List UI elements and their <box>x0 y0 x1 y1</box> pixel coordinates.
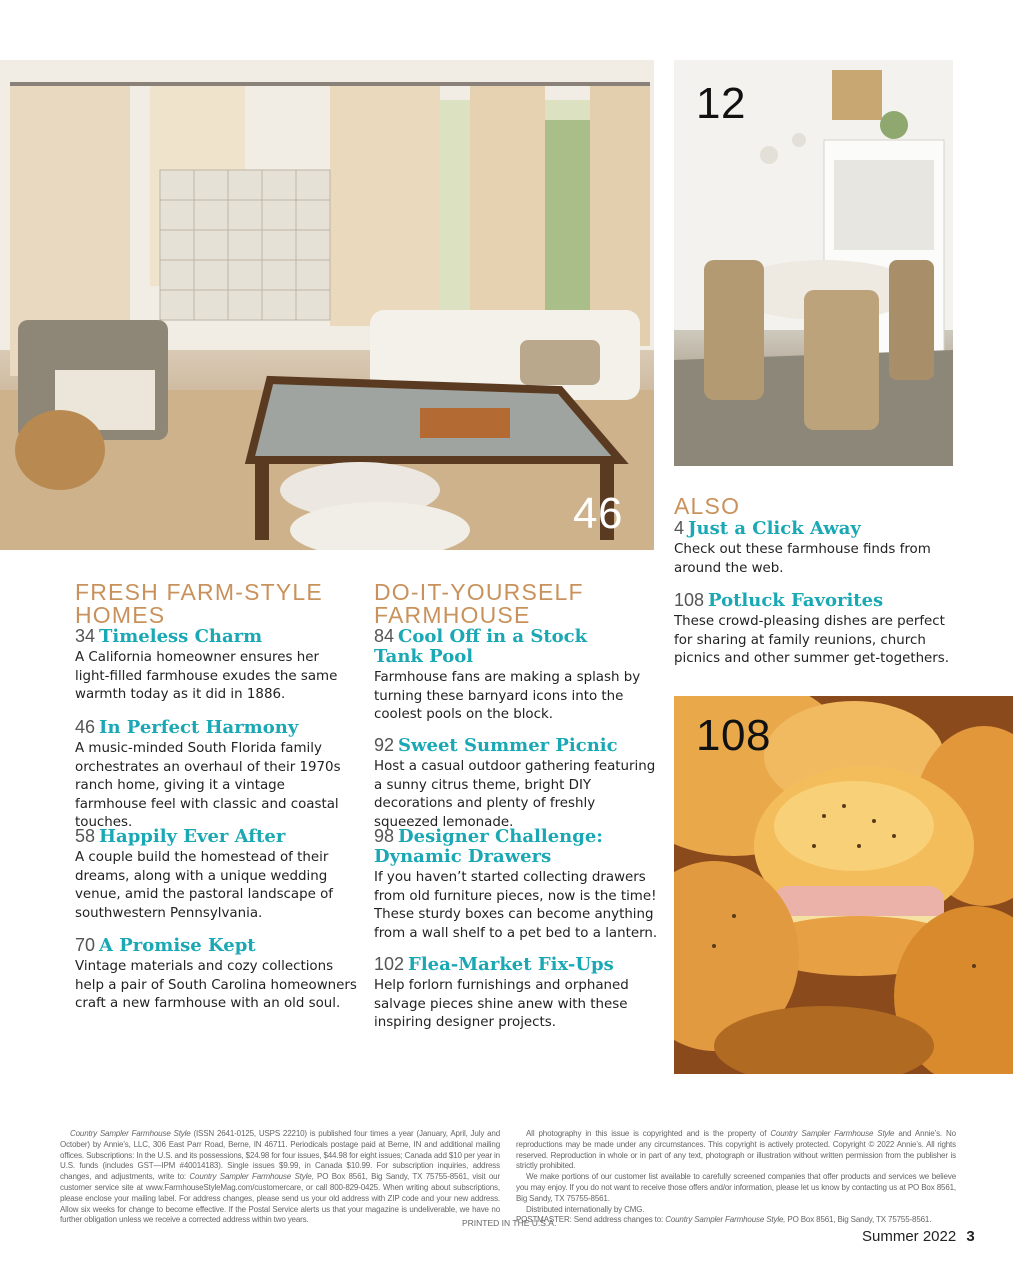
magazine-title: Country Sampler Farmhouse Style, <box>665 1215 786 1225</box>
living-room-photo <box>0 60 654 550</box>
section-heading-also: ALSO <box>674 493 741 519</box>
article-title-text: Timeless Charm <box>99 626 263 647</box>
article-page-number: 92 <box>374 735 395 755</box>
article-title-text: Happily Ever After <box>99 826 286 847</box>
article-potluck-favorites[interactable] <box>674 590 964 669</box>
article-page-number: 46 <box>75 717 96 737</box>
article-page-number: 98 <box>374 826 395 846</box>
article-timeless-charm[interactable] <box>75 626 355 705</box>
article-title <box>374 735 659 756</box>
food-photo <box>674 696 1013 1074</box>
article-just-a-click-away[interactable] <box>674 518 954 578</box>
article-description: A California homeowner ensures her light-filled farmhouse exudes the same warmth today as it did in 1886. <box>75 650 338 702</box>
customer-list-paragraph: We make portions of our customer list available to carefully screened companies that offer products and services we believe you may enjoy. If you do not want to receive those offers and/or information, please let us know by contacting us at PO Box 8561, Big Sandy, TX 75755-8561. <box>516 1172 956 1203</box>
article-page-number: 108 <box>674 590 705 610</box>
article-description: If you haven’t started collecting drawers from old furniture pieces, now is the time! These sturdy boxes can become anything from a wall shelf to a pet bed to a lantern. <box>374 870 658 941</box>
dining-room-photo <box>674 60 953 466</box>
postmaster-paragraph <box>516 1215 956 1226</box>
article-description: A couple build the homestead of their dreams, along with a unique wedding venue, amid the pastoral landscape of southwestern Pennsylvania. <box>75 850 334 921</box>
section-heading-fresh-homes: FRESH FARM-STYLE HOMES <box>75 579 323 628</box>
magazine-title: Country Sampler Farmhouse Style <box>770 1129 895 1138</box>
article-a-promise-kept[interactable] <box>75 935 360 1014</box>
page-footer <box>862 1228 975 1245</box>
copyright-text: and Annie’s. No reproductions may be made under any circumstances. This copyright is actively protected. Copyright © 2022 Annie’s. All rights reserved. Reproduction in whole or in part of any text, photograph or illustration without written permission from the publisher is strictly prohibited. <box>516 1129 956 1171</box>
article-flea-market-fix-ups[interactable] <box>374 954 644 1033</box>
publication-info <box>60 1129 500 1226</box>
article-title <box>75 826 355 847</box>
magazine-title: Country Sampler Farmhouse Style <box>70 1129 191 1138</box>
article-title <box>374 954 644 975</box>
article-title <box>674 590 964 611</box>
article-designer-challenge[interactable] <box>374 826 659 943</box>
article-title <box>374 626 594 667</box>
article-description: Host a casual outdoor gathering featuring a sunny citrus theme, bright DIY decorations and plenty of freshly squeezed lemonade. <box>374 759 656 830</box>
article-stock-tank-pool[interactable] <box>374 626 654 725</box>
article-happily-ever-after[interactable] <box>75 826 355 923</box>
magazine-title: Country Sampler Farmhouse Style, <box>189 1172 314 1182</box>
distribution-paragraph: Distributed internationally by CMG. <box>526 1204 645 1214</box>
article-description: Help forlorn furnishings and orphaned salvage pieces shine anew with these inspiring designer projects. <box>374 978 629 1030</box>
article-page-number: 84 <box>374 626 395 646</box>
article-page-number: 70 <box>75 935 96 955</box>
article-title <box>674 518 954 539</box>
article-description: Farmhouse fans are making a splash by turning these barnyard icons into the coolest pools on the block. <box>374 670 641 722</box>
page-number: 3 <box>966 1228 975 1245</box>
copyright-info <box>516 1129 956 1226</box>
publication-info-text: (ISSN 2641-0125, USPS 22210) is published four times a year (January, April, July and October) by Annie’s, LLC, 306 East Parr Road, Berne, IN 46711. Periodicals postage paid at Berne, IN and additional mailing offices. Subscriptions: In the U.S. and its possessions, $24.98 for four issues, $44.98 for eight issues; Canada add $10 per year in U.S. funds (includes GST—IPM #40014183). Single issues $9.99, in Canada $10.99. For subscription inquiries, address changes, and adjustments, write to: <box>60 1129 500 1182</box>
postmaster-text: POSTMASTER: Send address changes to: <box>516 1215 666 1225</box>
article-title-text: A Promise Kept <box>99 935 256 956</box>
article-page-number: 34 <box>75 626 96 646</box>
article-page-number: 58 <box>75 826 96 846</box>
article-in-perfect-harmony[interactable] <box>75 717 355 833</box>
article-description: Vintage materials and cozy collections help a pair of South Carolina homeowners craft a new farmhouse with an old soul. <box>75 959 357 1011</box>
article-title <box>75 935 360 956</box>
article-title-text: Sweet Summer Picnic <box>398 735 618 756</box>
article-description: A music-minded South Florida family orchestrates an overhaul of their 1970s ranch home, giving it a vintage farmhouse feel with classic and coastal touches. <box>75 741 341 830</box>
photo-page-number: 46 <box>573 489 623 538</box>
living-room-illustration <box>0 60 654 550</box>
article-page-number: 4 <box>674 518 685 538</box>
printed-in-usa: PRINTED IN THE U.S.A. <box>462 1218 557 1228</box>
article-page-number: 102 <box>374 954 405 974</box>
article-title-text: Cool Off in a Stock Tank Pool <box>374 626 588 667</box>
article-title-text: Designer Challenge: Dynamic Drawers <box>374 826 603 867</box>
copyright-paragraph <box>516 1129 956 1172</box>
copyright-text: All photography in this issue is copyrighted and is the property of <box>526 1129 771 1138</box>
postmaster-text: PO Box 8561, Big Sandy, TX 75755-8561. <box>785 1215 932 1225</box>
article-sweet-summer-picnic[interactable] <box>374 735 659 832</box>
article-description: These crowd-pleasing dishes are perfect for sharing at family reunions, church picnics and other summer get-togethers. <box>674 614 950 666</box>
photo-page-number: 12 <box>696 79 746 128</box>
issue-label: Summer 2022 <box>862 1228 957 1245</box>
article-title-text: In Perfect Harmony <box>99 717 299 738</box>
article-title <box>75 626 355 647</box>
article-title <box>75 717 355 738</box>
article-title-text: Potluck Favorites <box>708 590 884 611</box>
article-title <box>374 826 634 867</box>
article-title-text: Just a Click Away <box>688 518 861 539</box>
publication-info-text: PO Box 8561, Big Sandy, TX 75755-8561, visit our customer service site at www.FarmhouseStyleMag.com/customercare, or call 800-829-0425. When writing about subscriptions, please enclose your mailing label. For address changes, please send us your old address with ZIP code and your new address. Allow six weeks for change to become effective. If the Postal Service alerts us that your magazine is undeliverable, we have no further obligation unless we receive a corrected address within two years. <box>60 1172 500 1225</box>
article-title-text: Flea-Market Fix-Ups <box>408 954 614 975</box>
article-description: Check out these farmhouse finds from around the web. <box>674 542 931 576</box>
photo-page-number: 108 <box>696 711 771 760</box>
section-heading-diy: DO-IT-YOURSELF FARMHOUSE <box>374 579 584 628</box>
